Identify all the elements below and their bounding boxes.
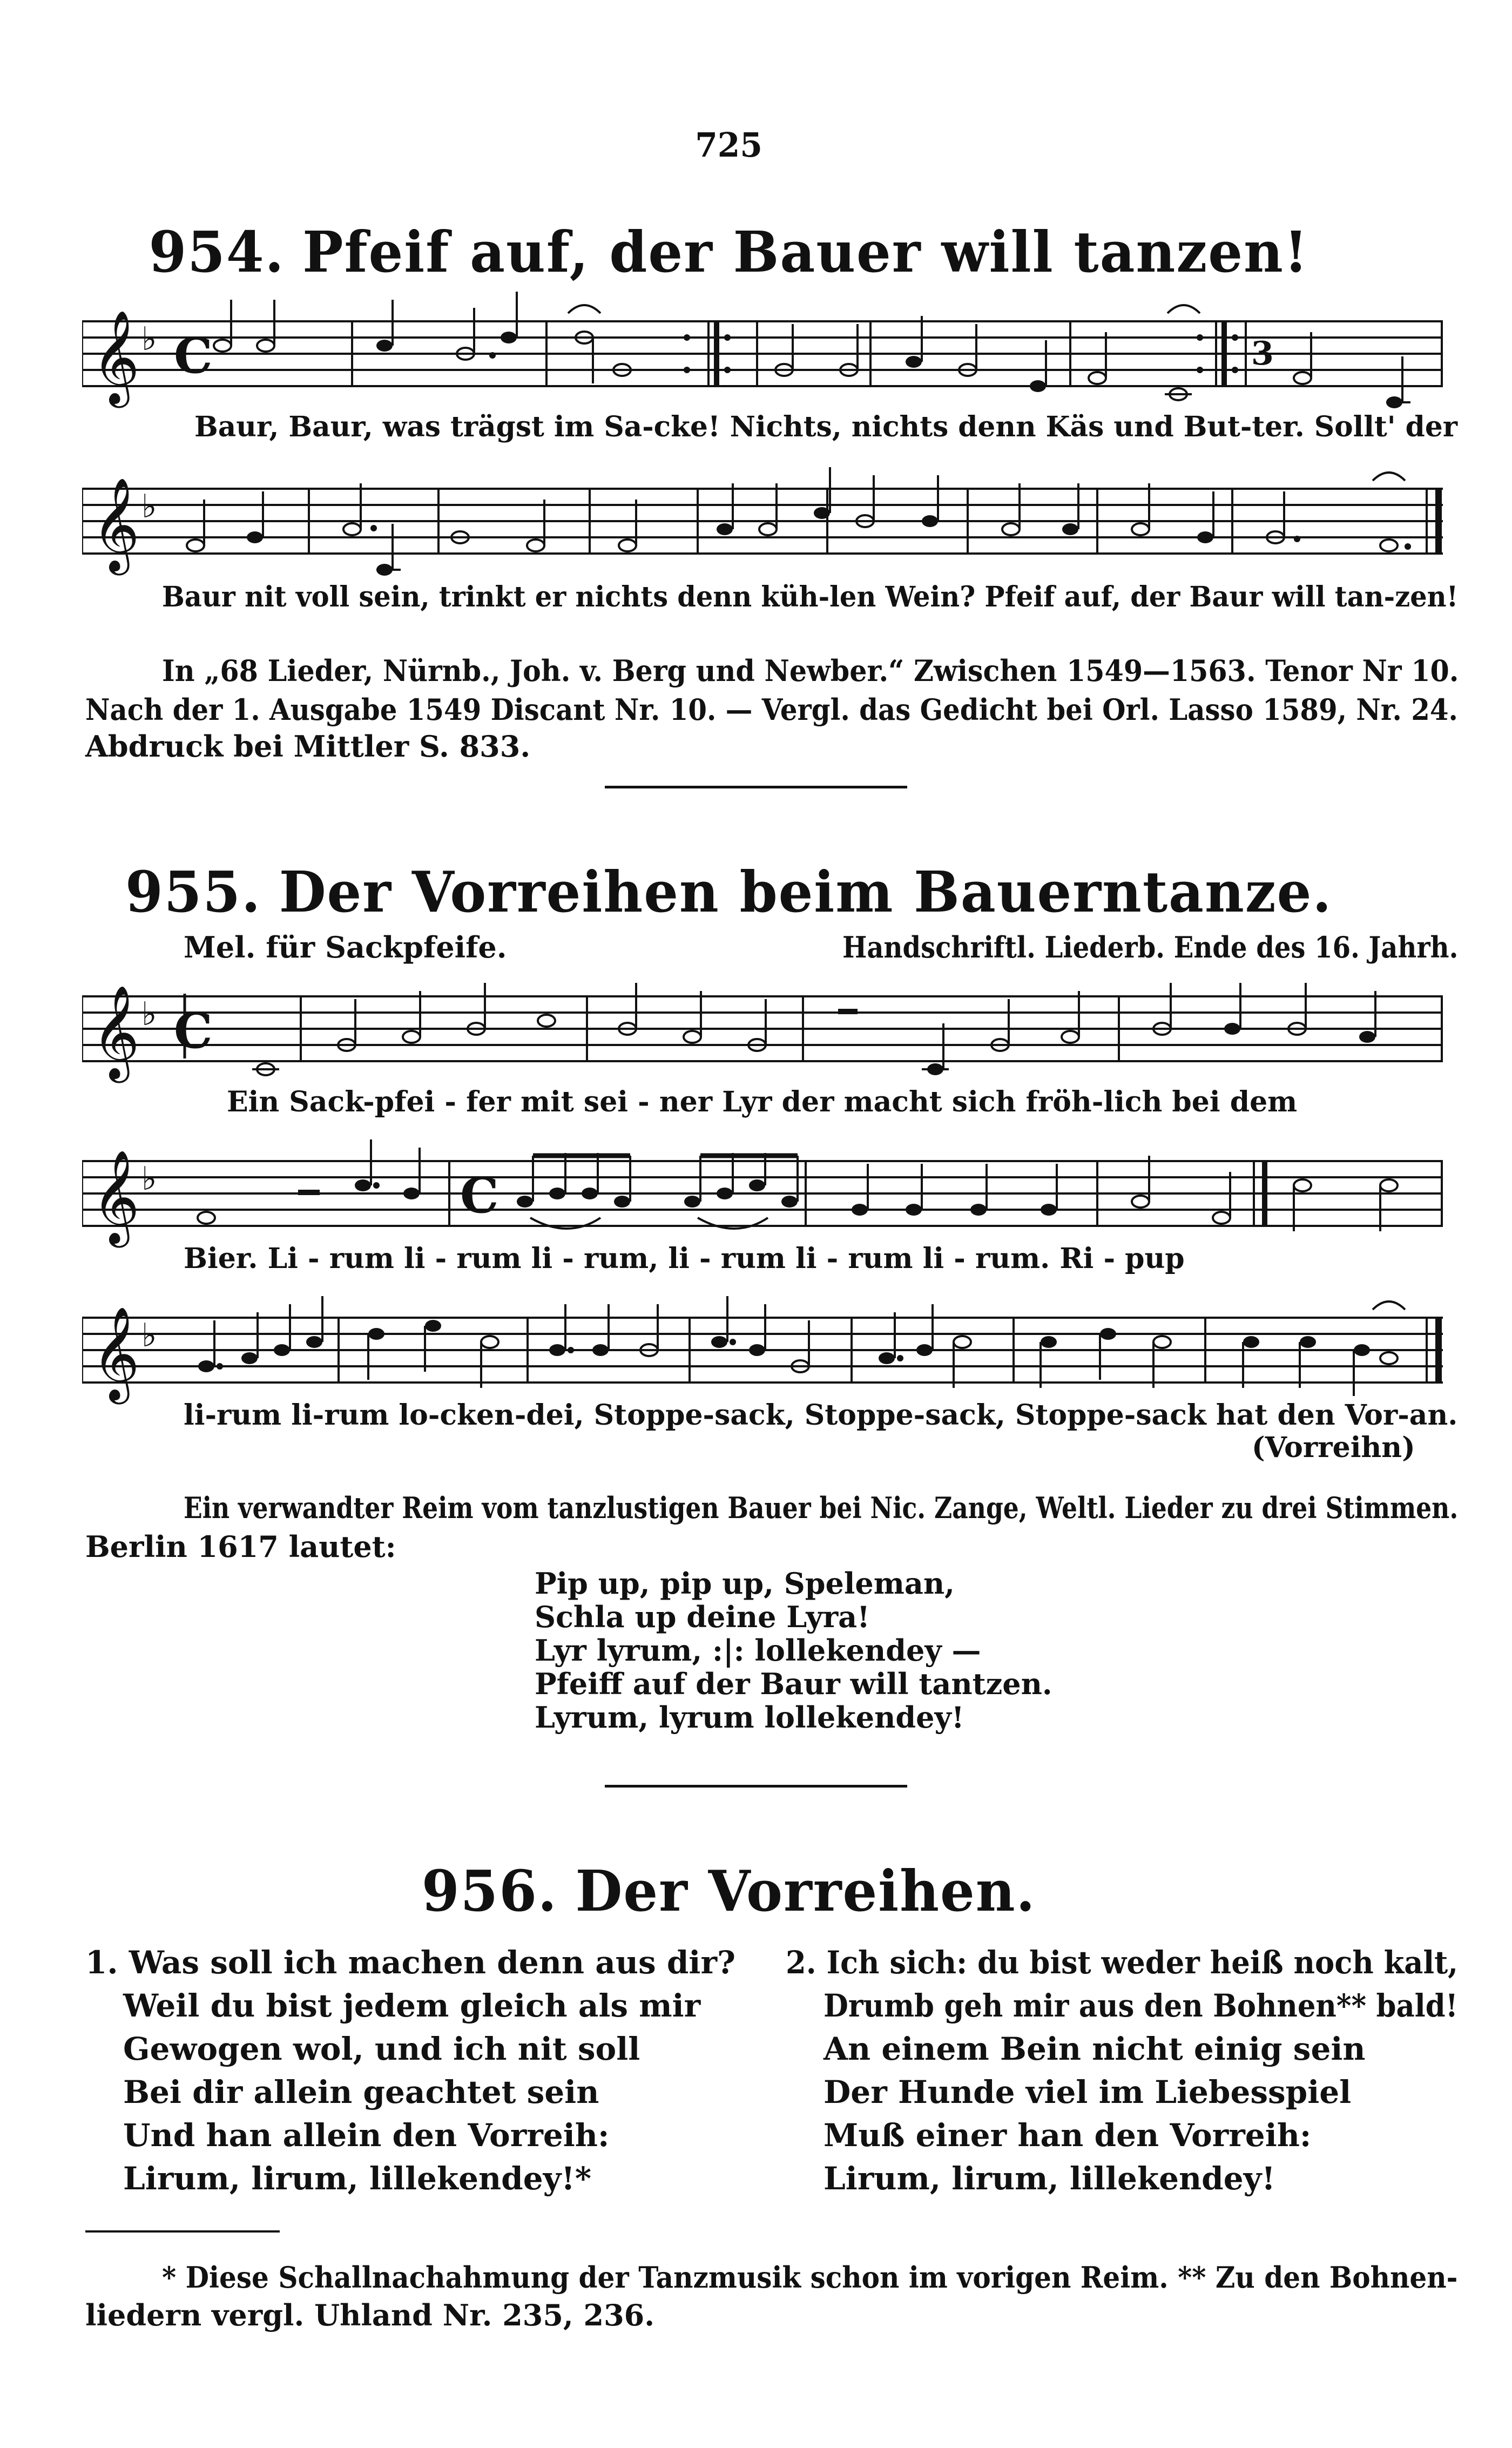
svg-text:𝄞: 𝄞: [92, 1306, 140, 1400]
stanza-2-line-3: An einem Bein nicht einig sein: [824, 2031, 1366, 2067]
song-954-title: Pfeif auf, der Bauer will tanzen!: [302, 219, 1309, 285]
song-956-heading: [0, 1858, 1457, 1924]
stanza-2-line-5: Muß einer han den Vorreih:: [824, 2117, 1312, 2154]
svg-text:𝄞: 𝄞: [92, 985, 140, 1079]
song-955-title: Der Vorreihen beim Bauerntanze.: [279, 859, 1333, 925]
song-955-staff-3: [82, 1288, 1443, 1412]
page-number: 725: [695, 125, 762, 165]
song-954-heading: [0, 219, 1457, 285]
song-955-source-label: Handschriftl. Liederb. Ende des 16. Jahrh.: [842, 930, 1459, 965]
song-955-lyrics-1: Ein Sack-pfei - fer mit sei - ner Lyr der macht sich fröh-lich bei dem: [227, 1085, 1298, 1118]
stanza-2-line-1: 2. Ich sich: du bist weder heiß noch kalt,: [786, 1944, 1459, 1981]
svg-text:♭: ♭: [141, 488, 157, 525]
svg-text:𝄞: 𝄞: [92, 310, 140, 404]
stanza-1-line-2: Weil du bist jedem gleich als mir: [123, 1987, 701, 2024]
svg-text:3: 3: [1251, 335, 1274, 373]
svg-text:C: C: [460, 1167, 499, 1224]
song-955-end-label: (Vorreihn): [1252, 1431, 1415, 1464]
song-954-note-3: Abdruck bei Mittler S. 833.: [85, 729, 531, 764]
song-954-staff-2: [82, 459, 1443, 589]
song-955-quote-3: Lyr lyrum, :|: lollekendey —: [535, 1633, 981, 1668]
svg-text:C: C: [174, 1002, 213, 1060]
song-955-quote-4: Pfeiff auf der Baur will tantzen.: [535, 1667, 1052, 1701]
section-divider-2: [605, 1785, 907, 1788]
svg-text:♭: ♭: [141, 320, 157, 358]
song-955-quote-5: Lyrum, lyrum lollekendey!: [535, 1700, 964, 1735]
song-954-lyrics-2: Baur nit voll sein, trinkt er nichts denn küh-len Wein? Pfeif auf, der Baur will tan-zen!: [162, 581, 1459, 613]
song-955-number: 955.: [125, 859, 261, 925]
song-955-mel-label: Mel. für Sackpfeife.: [184, 930, 507, 965]
song-956-number: 956.: [421, 1858, 558, 1924]
section-divider-1: [605, 786, 907, 788]
song-955-note-1: Ein verwandter Reim vom tanzlustigen Bauer bei Nic. Zange, Weltl. Lieder zu drei Stimmen.: [184, 1491, 1459, 1525]
svg-text:♭: ♭: [141, 1317, 157, 1354]
svg-text:♭: ♭: [141, 995, 157, 1033]
svg-text:𝄞: 𝄞: [92, 1150, 140, 1244]
song-955-staff-2: [82, 1131, 1443, 1256]
song-955-quote-2: Schla up deine Lyra!: [535, 1600, 870, 1634]
song-955-heading: [0, 859, 1457, 925]
song-955-lyrics-3: li-rum li-rum lo-cken-dei, Stoppe-sack, Stoppe-sack, Stoppe-sack hat den Vor-an.: [184, 1399, 1458, 1432]
stanza-1-line-1: 1. Was soll ich machen denn aus dir?: [85, 1944, 735, 1981]
stanza-2-line-4: Der Hunde viel im Liebesspiel: [824, 2074, 1352, 2110]
song-956-title: Der Vorreihen.: [575, 1858, 1036, 1924]
song-955-lyrics-2: Bier. Li - rum li - rum li - rum, li - rum li - rum li - rum. Ri - pup: [184, 1242, 1185, 1275]
song-954-number: 954.: [148, 219, 285, 285]
footnote-rule: [85, 2230, 280, 2233]
song-954-note-2: Nach der 1. Ausgabe 1549 Discant Nr. 10. — Vergl. das Gedicht bei Orl. Lasso 1589, Nr. 24.: [85, 692, 1458, 727]
stanza-2-line-2: Drumb geh mir aus den Bohnen** bald!: [824, 1987, 1458, 2024]
song-955-note-2: Berlin 1617 lautet:: [85, 1529, 396, 1564]
stanza-1-line-3: Gewogen wol, und ich nit soll: [123, 2031, 640, 2067]
stanza-1-line-5: Und han allein den Vorreih:: [123, 2117, 610, 2154]
svg-text:♭: ♭: [141, 1160, 157, 1198]
song-955-quote-1: Pip up, pip up, Speleman,: [535, 1566, 955, 1601]
svg-text:C: C: [174, 327, 213, 385]
song-954-note-1: In „68 Lieder, Nürnb., Joh. v. Berg und Newber.“ Zwischen 1549—1563. Tenor Nr 10.: [162, 653, 1459, 688]
svg-text:𝄞: 𝄞: [92, 477, 140, 571]
footnote-line-1: * Diese Schallnachahmung der Tanzmusik schon im vorigen Reim. ** Zu den Bohnen-: [162, 2260, 1458, 2295]
stanza-1-line-4: Bei dir allein geachtet sein: [123, 2074, 599, 2110]
song-954-staff-1: [82, 292, 1443, 416]
footnote-line-2: liedern vergl. Uhland Nr. 235, 236.: [85, 2298, 655, 2332]
song-954-lyrics-1: Baur, Baur, was trägst im Sa-cke! Nichts, nichts denn Käs und But-ter. Sollt' der: [194, 410, 1458, 443]
song-955-staff-1: [82, 967, 1443, 1091]
stanza-1-line-6: Lirum, lirum, lillekendey!*: [123, 2160, 592, 2197]
stanza-2-line-6: Lirum, lirum, lillekendey!: [824, 2160, 1275, 2197]
